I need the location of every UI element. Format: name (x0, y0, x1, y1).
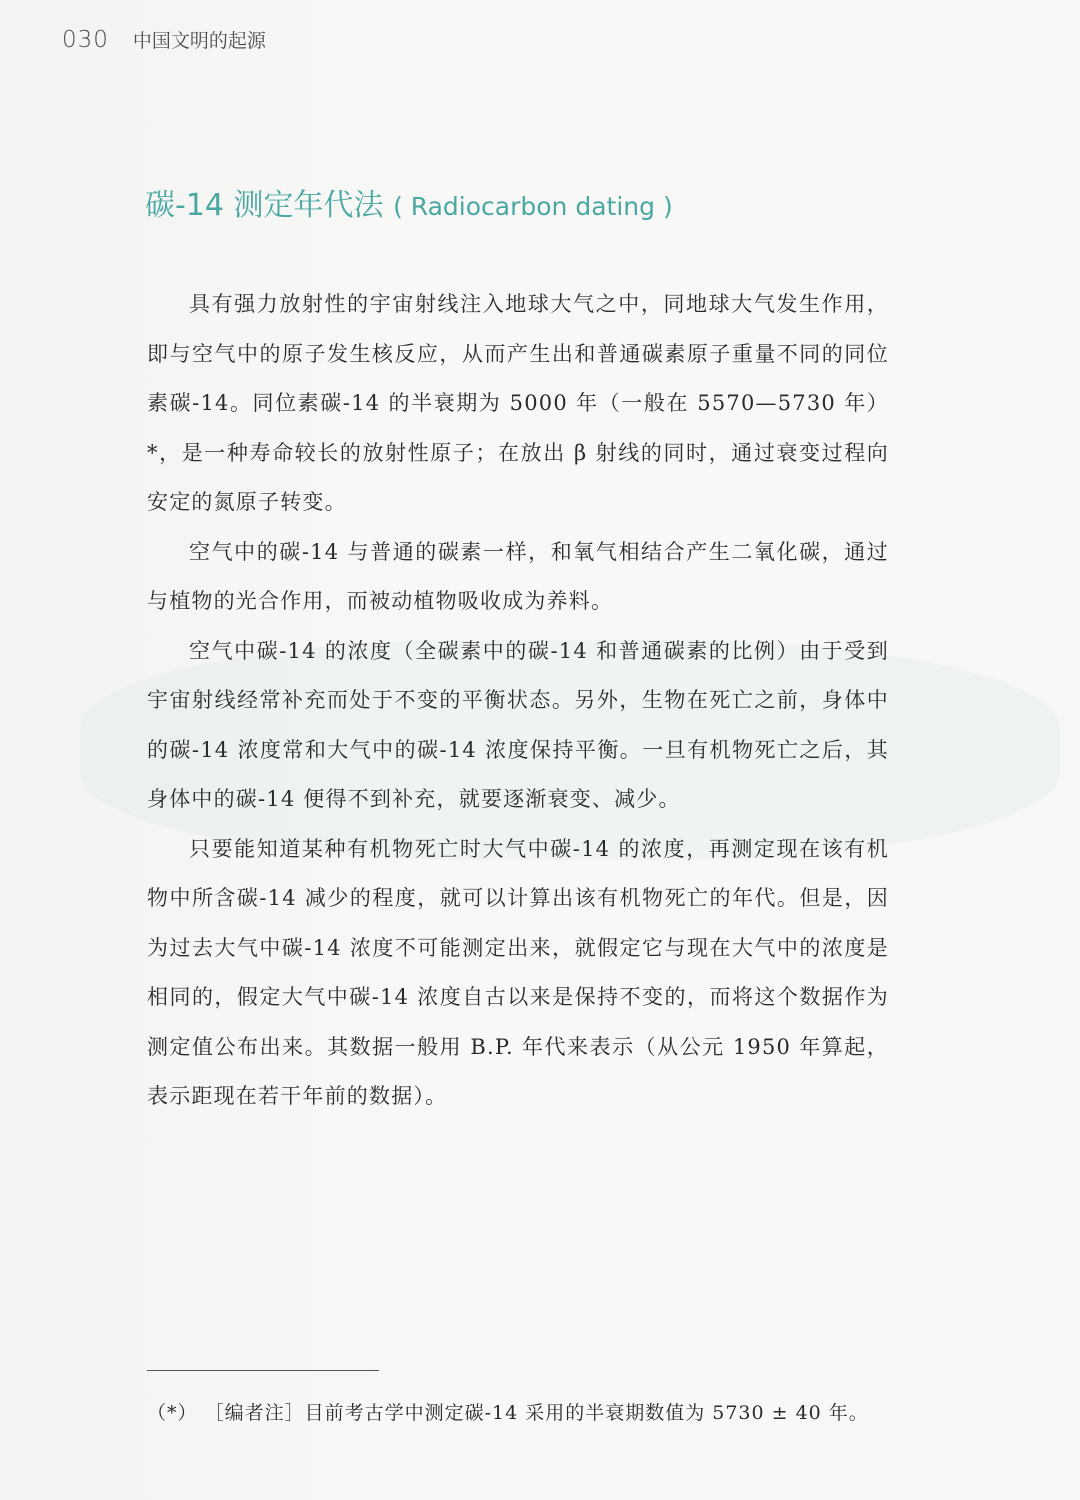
section-title (145, 180, 673, 224)
section-title-en: ( Radiocarbon dating ) (393, 192, 673, 221)
footnote-marker: （*） (147, 1402, 198, 1424)
section-title-zh: 碳-14 测定年代法 (145, 188, 384, 223)
paragraph: 空气中碳-14 的浓度（全碳素中的碳-14 和普通碳素的比例）由于受到宇宙射线经常补充而处于不变的平衡状态。另外，生物在死亡之前，身体中的碳-14 浓度常和大气中的碳-14 浓度保持平衡。一旦有机物死亡之后，其身体中的碳-14 便得不到补充，就要逐渐衰变、减少。 (147, 638, 889, 811)
body-text (147, 280, 889, 1122)
book-title: 中国文明的起源 (132, 30, 266, 52)
footnote-text: ［编者注］目前考古学中测定碳-14 采用的半衰期数值为 5730 ± 40 年。 (204, 1402, 869, 1424)
footnote-divider (147, 1370, 379, 1371)
page-number: 030 (62, 27, 109, 53)
running-header (62, 26, 266, 60)
footnote (147, 1398, 927, 1425)
paragraph: 具有强力放射性的宇宙射线注入地球大气之中，同地球大气发生作用，即与空气中的原子发生核反应，从而产生出和普通碳素原子重量不同的同位素碳-14。同位素碳-14 的半衰期为 5000 年（一般在 5570—5730 年）*，是一种寿命较长的放射性原子；在放出 β 射线的同时，通过衰变过程向安定的氮原子转变。 (147, 292, 889, 514)
paragraph: 空气中的碳-14 与普通的碳素一样，和氧气相结合产生二氧化碳，通过与植物的光合作用，而被动植物吸收成为养料。 (147, 539, 889, 613)
paragraph: 只要能知道某种有机物死亡时大气中碳-14 的浓度，再测定现在该有机物中所含碳-14 减少的程度，就可以计算出该有机物死亡的年代。但是，因为过去大气中碳-14 浓度不可能测定出来，就假定它与现在大气中的浓度是相同的，假定大气中碳-14 浓度自古以来是保持不变的，而将这个数据作为测定值公布出来。其数据一般用 B.P. 年代来表示（从公元 1950 年算起，表示距现在若干年前的数据）。 (147, 836, 889, 1108)
